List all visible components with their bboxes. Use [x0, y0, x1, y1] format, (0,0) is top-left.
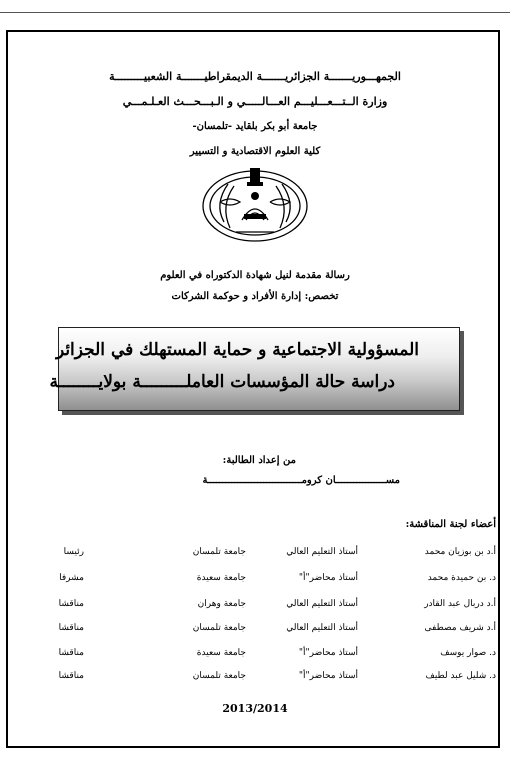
member-role: مناقشا — [58, 623, 84, 633]
member-rank: أستاذ محاضر"أ" — [298, 671, 358, 681]
republic-heading: الجمهـــوريـــــــة الجزائريـــــــة الديمقراطيـــــــة الشعبيـــــــــة — [109, 70, 401, 83]
committee-row — [0, 648, 510, 662]
faculty-name: كلية العلوم الاقتصادية و التسيير — [189, 146, 321, 157]
member-role: رئيسا — [63, 547, 84, 557]
committee-row — [0, 623, 510, 637]
committee-row — [0, 671, 510, 685]
member-role: مناقشا — [58, 648, 84, 658]
committee-row — [0, 599, 510, 613]
thesis-title-line2: دراسة حالة المؤسسات العاملـــــــــة بولايــــــــة — [49, 372, 395, 392]
member-rank: أستاذ التعليم العالي — [286, 599, 358, 609]
member-name: أ.د شريف مصطفى — [424, 623, 496, 633]
member-university: جامعة تلمسان — [192, 547, 246, 557]
member-name: د. صوار يوسف — [440, 648, 496, 658]
thesis-title-line1: المسؤولية الاجتماعية و حماية المستهلك في الجزائر — [55, 340, 419, 360]
top-rule — [0, 12, 510, 13]
thesis-purpose: رسالة مقدمة لنيل شهادة الدكتوراه في العلوم — [160, 270, 350, 281]
member-role: مشرفا — [59, 573, 84, 583]
member-rank: أستاذ التعليم العالي — [286, 547, 358, 557]
member-name: د. بن حميدة محمد — [427, 573, 496, 583]
member-role: مناقشا — [58, 599, 84, 609]
prepared-by-label: من إعداد الطالبة: — [222, 455, 296, 466]
student-name: مســـــــــــــــــان كرومــــــــــــــــــــــــــــــــة — [202, 475, 400, 486]
member-university: جامعة وهران — [197, 599, 246, 609]
member-university: جامعة سعيدة — [196, 573, 246, 583]
committee-row — [0, 547, 510, 561]
committee-heading: أعضاء لجنة المناقشة: — [405, 519, 496, 530]
member-university: جامعة تلمسان — [192, 623, 246, 633]
member-name: د. شليل عبد لطيف — [425, 671, 496, 681]
member-university: جامعة سعيدة — [196, 648, 246, 658]
academic-year: 2013/2014 — [222, 702, 288, 715]
university-emblem — [200, 162, 310, 244]
university-name: جامعة أبو بكر بلقايد -تلمسان- — [192, 121, 318, 132]
member-role: مناقشا — [58, 671, 84, 681]
thesis-title-box — [49, 327, 460, 411]
member-rank: أستاذ محاضر"أ" — [298, 573, 358, 583]
thesis-specialty: تخصص: إدارة الأفراد و حوكمة الشركات — [171, 291, 339, 302]
member-rank: أستاذ محاضر"أ" — [298, 648, 358, 658]
member-name: أ.د دربال عبد القادر — [424, 599, 496, 609]
committee-row — [0, 573, 510, 587]
member-rank: أستاذ التعليم العالي — [286, 623, 358, 633]
ministry-heading: وزارة الــتـــعـــليـــم العـــالـــــي و الـبـــحـــث العـلـمـــي — [122, 95, 388, 108]
member-name: أ.د بن بوزيان محمد — [424, 547, 496, 557]
member-university: جامعة تلمسان — [192, 671, 246, 681]
